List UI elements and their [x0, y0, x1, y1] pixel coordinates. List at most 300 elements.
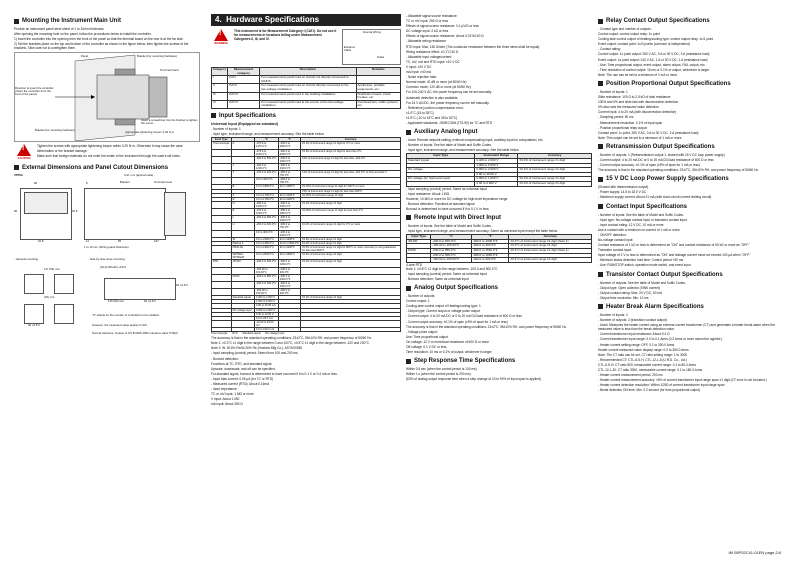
spec-line: - Input sampling (control) period: Same as universal input: [406, 186, 487, 191]
table-cell: 1.000 to 5.000 V: [475, 163, 518, 168]
table-cell: ±0.5% of instrument range ±1 digit for 800°C or more; Accuracy is not guaranteed for less than 800°C: [301, 245, 401, 252]
table-cell: ±0.15% of instrument range ±1 digit: [301, 193, 401, 197]
loop-heading: [598, 175, 783, 183]
loop-list: [598, 185, 783, 199]
spec-line: For 24 V AC/DC, the power frequency can be set manually.: [406, 100, 490, 105]
spec-line: - Output type: Open collector (SINK current): [598, 285, 661, 290]
caution-text1: Tighten the screws with appropriate tightening torque within 0.29 N·m. Otherwise it may cause the case deformation or the bracket damage.: [37, 144, 183, 153]
warning-label: WARNING: [214, 41, 228, 45]
table-cell: -200.0 to 500.0°C: [431, 253, 471, 258]
table-cell: ±0.1% of instrument range ±1 digit: [301, 241, 401, 245]
aux-title: Auxiliary Analog Input: [414, 129, 478, 136]
table-cell: -150.00 to 150.00°C: [254, 267, 278, 274]
table-cell: [301, 320, 401, 327]
label-torque: Appropriate tightening torque: 0.29 N·m: [125, 130, 175, 135]
table-cell: 32.0 to 2500.0°F: [279, 241, 299, 245]
spec-line: Control output: 1: [406, 299, 430, 304]
spec-line: - Number of outputs: 1 (Retransmission output 1, shared with 15 V DC loop power supply): [598, 152, 725, 157]
num-inputs: - Number of inputs: 1: [211, 127, 241, 132]
signal-source-list: [406, 14, 592, 125]
relay-title: Relay Contact Output Specifications: [606, 18, 710, 24]
table-cell: -450.0 to 2500.0°F: [278, 142, 300, 149]
table-row: [212, 267, 401, 274]
group-dc: DC voltage input: [265, 332, 285, 336]
relay-heading: [598, 17, 783, 25]
table-cell: -200.0 to 1200.0°C: [254, 163, 278, 170]
table-row: [212, 178, 401, 185]
mounting-intro2: After opening the mounting hole on the panel, follow the procedures below to install the controller.: [14, 32, 152, 37]
contact-heading: [598, 203, 783, 211]
cut-dim-1: 117 (53) min.: [44, 266, 61, 271]
table-cell: ±1% of instrument range ±1 digit for less than -200.0°C of thermocouple T: [301, 171, 401, 178]
spec-line: - Output contact rating: Max. 24 V DC, 50 mA: [598, 290, 663, 295]
cut-dim-3: 92 +0.8 0: [28, 322, 40, 327]
n-note: "N" stands for the number of controllers to be installed.: [92, 312, 160, 317]
table-row: [212, 281, 401, 288]
warning-icon: ! WARNING: [211, 29, 231, 45]
caution-text2: Make sure that foreign materials do not enter the inside of the instrument through the case's slit holes.: [37, 153, 181, 158]
spec-line: (63% of analog output response time when a step change of 10 to 90% of input span is applied): [406, 377, 541, 382]
spec-line: - Input sampling (control) period: Same as universal input: [406, 271, 487, 276]
terminal-cover-shape: [164, 192, 186, 236]
table-row: [212, 274, 401, 281]
spec-line: Cooling-side control output of Heating/cooling type: 1: [406, 304, 481, 309]
table-cell: [278, 320, 300, 327]
bullet-square-icon: [406, 359, 411, 364]
pp-list: [598, 90, 783, 140]
mounting-heading: [14, 17, 200, 25]
caution-block: [14, 144, 200, 160]
table-row: [212, 260, 401, 267]
table-cell: [231, 149, 254, 156]
table-cell: -300.0 to 1560.0°F: [471, 248, 509, 253]
dim-inner-height: 91.8: [72, 208, 78, 213]
heater-list: [598, 313, 783, 393]
spec-line: - Heater current detection resolution: Within 1/250 of current transformer input range span: [598, 383, 725, 388]
universal-input-body: [212, 142, 401, 332]
cut-dim-5: 145 (53) min.: [108, 298, 125, 303]
spec-line: - Recommended CT: CTL-6-S-H, CTL-12-L-8 (U.R.D. Co., Ltd.): [598, 357, 688, 362]
category-figure: [342, 29, 401, 65]
table-cell: -270.0 to 400.0°C: [254, 171, 278, 178]
table-cell-group: [212, 223, 232, 230]
table-cell-group: [212, 253, 232, 260]
spec-line: Use: Time proportional output: [406, 334, 448, 339]
burnout4: For standard signal, burnout is determined to have occurred if it is 0.1 V or 0.4 mA or less.: [211, 371, 338, 376]
group-rtd: RTD: [232, 332, 238, 336]
meas-current: - Measured current (RTD): About 0.16mA: [211, 382, 270, 387]
spec-line: - Maximum supply current: About 21 mA (with short-circuit current limiting circuit): [598, 195, 712, 200]
table-cell: ±0.1% of instrument range ±1 digit for 0°C or more: [301, 223, 401, 230]
front-display: [24, 192, 68, 214]
spec-line: - Current output accuracy: ±0.1% of span (±5% of span for 1 mA or less): [406, 319, 508, 324]
table-cell: N: [231, 201, 254, 208]
table-cell: 0.00 to 10.00 V: [475, 172, 518, 177]
step-title: Step Response Time Specifications: [414, 358, 516, 365]
table-cell: CAT.I: [228, 76, 260, 84]
trans-heading: [598, 143, 783, 151]
trc-list: [598, 281, 783, 300]
table-cell: -300.0 to 1600.0°F: [278, 216, 300, 223]
spec-line: - Use: Time proportional output, event output, alarm output, FAIL output, etc.: [598, 62, 706, 67]
table-cell: Platinel 2: [231, 241, 254, 245]
spec-line: - ON/OFF detection:: [598, 232, 627, 237]
table-cell: 0.0 to 100.0 mV: [254, 328, 278, 332]
spec-line: - Contact type and number of outputs:: [598, 27, 652, 31]
table-row: [212, 328, 401, 332]
uni-header-type: Input Type: [212, 138, 232, 142]
spec-line: Heater current measured value display range: 0.0 to 360.0 Arms: [598, 347, 689, 352]
table-cell: -270.0 to 1000.0°C: [254, 209, 278, 216]
table-cell: ±0.1% of instrument range ±1 digit: [301, 260, 401, 267]
spec-line: Within 1 s (when the control period is 200 ms): [406, 372, 471, 377]
table-row: [212, 171, 401, 178]
table-cell: 32 to 3300°F: [278, 185, 300, 189]
trans-list: [598, 153, 783, 172]
spec-line: Control output: control output relay: 1c point: [598, 32, 660, 37]
aux-heading: [406, 128, 592, 136]
remote-list: [406, 224, 592, 233]
label-direction: Direction to insert the controller (Insert the controller from the front of the panel): [15, 86, 54, 97]
table-cell: DC voltage (for high-level input): [407, 177, 475, 182]
dim-total-depth: 107: [154, 238, 159, 243]
spec-line: Common mode: 120 dB or more (at 50/60 Hz): [406, 85, 471, 90]
table-cell: -450.0 to 750.0°F: [278, 171, 300, 178]
table-cell: [231, 230, 254, 237]
spec-line: - Current output accuracy: ±0.1% of span (±5% of span for 1 mA or less): [598, 163, 700, 168]
spec-line: Use a contact with a minimum on-current of 1 mA or more.: [598, 227, 681, 232]
accuracy-note: The accuracy is that in the standard operating conditions: 23±2°C, 55±10% RH, and power frequency of 50/60 Hz.: [211, 336, 372, 341]
table-cell: 0.0 to 400.0°C: [254, 230, 278, 237]
spec-line: - Number of outputs: 2 (transistor contact output): [598, 318, 667, 323]
table-cell: 0.000 to 2.000 V: [475, 168, 518, 173]
table-cell: E: [231, 209, 254, 216]
table-cell: CAT.II: [228, 84, 260, 92]
table-row: [407, 181, 592, 186]
table-cell: 0.00 to 10.00 V: [254, 312, 278, 316]
caution-icon: ! CAUTION: [14, 144, 34, 160]
spec-line: For 100-240 V AC, the power frequency can be set manually.: [406, 90, 493, 95]
table-cell: -270.0 to 1370.0°C: [254, 142, 278, 149]
table-cell-group: [212, 245, 232, 252]
side-view: [84, 188, 166, 240]
spec-line: - Output time resolution: Min. 10 ms: [598, 295, 649, 300]
side-cutout: [104, 278, 176, 300]
table-cell: -200.0 to 300.0°F: [471, 258, 509, 263]
spec-line: - Position proportional relay output:: [598, 125, 648, 130]
bullet-square-icon: [598, 19, 603, 24]
group-tc: Thermocouple: [211, 332, 228, 336]
table-cell: -200.0 to 850.0°C: [431, 248, 471, 253]
cat-header-measurement: Measurement category: [228, 68, 260, 76]
table-cell: [231, 281, 254, 288]
spec-line: ±1.0°C (15 to 35°C): [406, 110, 434, 115]
table-cell: PR20-40: [231, 245, 254, 252]
table-cell: [231, 156, 254, 163]
spec-line: The accuracy is that in the standard operating conditions: 23±2°C, 55±10% RH, and power frequency of 50/60 Hz.: [406, 324, 567, 329]
spec-line: - Used: Remote setpoint setting, external compensating input, auxiliary input for computation, etc.: [406, 138, 544, 143]
table-cell: ±0.1% of instrument range ±1 digit: [518, 177, 592, 182]
uni-header-c: °C: [254, 138, 278, 142]
spec-line: - Current output: 4 to 20 mA DC or 0 to 20 mA DC/load resistance of 600 Ω or less: [598, 157, 714, 162]
dim-width: 96: [34, 180, 38, 185]
table-cell: -450.0 to 1800.0°F: [278, 209, 300, 216]
bias: - Input bias current: 0.05 μA (for TC or RTD): [211, 376, 274, 381]
rtd-header-accuracy: Accuracy: [509, 235, 592, 240]
aux-header-range: Instrument Range: [475, 154, 518, 159]
cutout-4: [54, 304, 74, 324]
spec-line: Transistor contact input:: [598, 248, 632, 253]
table-cell: R: [231, 197, 254, 201]
table-cell: -200.0 to 900.0°C: [254, 216, 278, 223]
spec-line: TC, mV, mA and RTD input: ±10 V DC: [406, 59, 460, 64]
aux-list: [406, 138, 592, 152]
table-cell: ±0.1% of instrument range ±1 digit: [518, 181, 592, 186]
table-cell: [301, 289, 401, 296]
table-cell: -300.0 to 1560.0°F: [278, 274, 300, 281]
rtd-table: [406, 234, 592, 263]
table-cell: [301, 328, 401, 332]
spec-line: - Output type: Current output or voltage pulse output: [406, 309, 480, 314]
spec-line: - Current transformer input resistance: About 9.4 Ω: [598, 332, 670, 337]
table-cell: -200.0 to 500.0°C: [254, 156, 278, 163]
table-cell: U: [231, 223, 254, 230]
spec-line: Note: The CT ratio can be set. CT ratio setting range: 1 to 3300: [598, 352, 688, 357]
caution-label: CAUTION: [17, 156, 31, 161]
table-cell: 0.0 to 1390.0°C: [254, 241, 278, 245]
table-cell: 0.0 to 20.0 mA: [254, 316, 278, 320]
table-row: [212, 216, 401, 223]
column-specs: [406, 14, 592, 383]
trans-title: Retransmission Output Specifications: [606, 143, 715, 150]
spec-line: No-voltage contact input:: [598, 238, 634, 242]
table-cell: B: [231, 185, 254, 189]
spec-line: - Applicable standards: JIS/IEC/DIN (ITS-90) for TC and RTD: [406, 120, 493, 125]
table-cell-group: RTD: [212, 260, 232, 267]
table-cell: 0.000 to 2.000 V: [254, 308, 278, 312]
table-cell: [301, 274, 401, 281]
spec-line: RTD input: Max. 150 Ω/wire (The conductor resistance between the three wires shall be equal).: [406, 44, 541, 49]
table-cell: -200.0 to 1000.0°F: [278, 156, 300, 163]
table-row: [212, 209, 401, 216]
cut-dim-6: 92 +0.8 0: [144, 298, 156, 303]
table-row: [212, 253, 401, 260]
spec-line: On-voltage: 12 V or more/load resistance of 600 Ω or more: [406, 339, 489, 344]
spec-line: - Input type: No-voltage contact input or transistor contact input: [598, 217, 687, 222]
mounting-figure: [14, 52, 200, 142]
pp-title: Position Proportional Output Specifications: [606, 80, 731, 87]
spec-line: - Allowable signal source resistance:: [406, 14, 458, 18]
rtd-group-label: 4-wire RTD: [406, 262, 423, 267]
uni-header-accuracy: Accuracy: [301, 138, 401, 142]
table-cell: [231, 289, 254, 296]
universal-input-title: Universal Input (Equipped as standard): [211, 121, 278, 126]
table-cell-group: [212, 201, 232, 208]
input-heading: [211, 112, 401, 120]
table-cell: 32 to 3400°F: [278, 245, 300, 252]
table-row: [212, 100, 401, 108]
cat-header-category: Category: [212, 68, 228, 76]
dims-figure: [14, 174, 200, 384]
table-cell: Appliances, portable equipments, etc.: [356, 84, 401, 92]
table-cell: 0.0 to 1700.0°C: [254, 197, 278, 201]
remote-title: Remote Input with Direct Input: [414, 214, 501, 221]
table-row: [212, 230, 401, 237]
bullet-square-icon: [598, 81, 603, 86]
table-cell-group: [212, 274, 232, 281]
table-cell: -150.00 to 150.00°C: [431, 244, 471, 249]
table-cell: -200.0 to 300.0°F: [471, 244, 509, 249]
spec-line: - Noise rejection ratio:: [406, 75, 438, 80]
input-type-note: - Input type, instrument range, and measurement accuracy: See the table below.: [211, 132, 325, 137]
contact-list: [598, 213, 783, 268]
table-row: [212, 289, 401, 296]
step-list: [406, 367, 592, 381]
table-cell: ±0.4°C of instrument range ±1 digit (Note 1): [509, 239, 592, 244]
dim-bezel: 8: [86, 180, 88, 185]
section-title: Hardware Specifications: [226, 14, 320, 24]
category-table: [211, 67, 401, 109]
table-cell: [231, 178, 254, 185]
table-cell: -300.0 to 1000.0°F: [278, 281, 300, 288]
table-cell: [301, 163, 401, 170]
note2: Note 2: W: W-5% Re/W-26% Re (Hoskins Mfg.Co.), ASTM E988: [211, 346, 302, 351]
spec-line: 0% also sets the measured value detection: [598, 105, 659, 110]
table-cell: [231, 320, 254, 327]
table-cell: ±0.2% of instrument range ±1 digit for less than 0°C: [301, 149, 401, 156]
spec-line: - Time resolution of control output: 10 ms or 0.1% of output, whichever is larger: [598, 67, 710, 72]
table-cell: -450.0 to 2300.0°F: [278, 149, 300, 156]
label-thickness: 1 to 10 mm (Wiring panel thickness): [84, 244, 129, 249]
table-cell: ±0.15% of instrument range ±1 digit for 400°C or more: [301, 185, 401, 189]
rtd-table-body: [407, 239, 592, 262]
table-cell: Distribution board, circuit breaker, etc.: [356, 92, 401, 100]
label-terminal-cover: Terminal cover: [154, 179, 173, 184]
cutout-2: [54, 274, 74, 294]
table-cell: 0.00 to 2.000 V: [475, 181, 518, 186]
table-cell: 32 to 4200°F: [278, 237, 300, 241]
table-cell: -200.0 to 500.0°C: [431, 239, 471, 244]
remote-heading: [406, 214, 592, 222]
table-cell-group: [212, 328, 232, 332]
spec-line: Effects of signal source resistance: About 0.01%/100 Ω: [406, 34, 484, 39]
spec-line: Cooling-side control output of heating/cooling type: control output relay: 1c/1 point: [598, 37, 714, 42]
table-cell: ±0.1% of instrument range ±1 digit for 0°C or more: [301, 142, 401, 149]
spec-line: Contact point: 1c point, 250 V AC, 3 A or 30 V DC, 3 A (resistance load): [598, 130, 699, 135]
table-cell: -300.0 to 1000.0°F: [278, 260, 300, 267]
spec-line: Input voltage of 2 V or less is determined as "ON" and leakage current must not exceed 100 μA when "OFF.": [598, 253, 751, 258]
spec-line: CTL-6-S-H: CT ratio 800, measurable current range: 0.1 to 80.0 Arms: [598, 362, 696, 367]
spec-line: Slide resistance: 100 Ω to 2.5 kΩ of total resistance: [598, 95, 671, 100]
table-cell: DC voltage input: [231, 308, 254, 312]
spec-line: - Number of inputs: 1: [598, 89, 628, 94]
bullet-square-icon: [211, 113, 216, 118]
spec-line: Burnout is determined to have occurred if it is 0.1 V or less.: [406, 206, 490, 211]
cat-fig-internal-wiring: Internal Wiring: [362, 30, 381, 34]
table-cell: ±5% of instrument range ±1 digit for less than 400°C: [301, 189, 401, 193]
table-cell: For measurements performed on circuits not directly connected to MAINS.: [260, 76, 356, 84]
input-title: Input Specifications: [219, 112, 277, 119]
table-cell: 0.0 to 1800.0°C: [254, 185, 278, 189]
table-cell-group: [212, 216, 232, 223]
table-cell: -200.0 to 400.0°C: [254, 223, 278, 230]
table-cell-group: [212, 230, 232, 237]
bullet-square-icon: [14, 165, 19, 170]
ext-dims-heading: [14, 164, 200, 172]
table-cell: 0.0 to 2000.0°C: [254, 253, 278, 260]
table-cell: 0.0 to 1700.0°C: [254, 193, 278, 197]
table-cell: Pt100: [231, 274, 254, 281]
table-row: [212, 245, 401, 252]
table-cell: For measurements performed in the building installation.: [260, 92, 356, 100]
cat-fig-entrance-cable: Entrance Cable: [343, 45, 356, 52]
spec-line: Note: This output can be set to a minimum of 1 mA or more.: [598, 135, 683, 140]
analog-heading: [406, 284, 592, 292]
spec-line: V input: ±20 V DC: [406, 64, 432, 69]
spec-line: Off-voltage: 0.1 V DC or less: [406, 345, 447, 350]
mounting-step1: 1) Insert the controller into the opening from the front of the panel so that the terminal board on the rear is at the far side.: [14, 37, 184, 42]
table-cell: [278, 328, 300, 332]
table-cell: For measurements performed on circuits directly connected to the low-voltage installation.: [260, 84, 356, 92]
table-cell: -300.0 to 750.0°F: [278, 223, 300, 230]
spec-line: - Power supply: 14.5 to 18.0 V DC: [598, 190, 647, 195]
table-cell: K: [231, 142, 254, 149]
rtd-header-c: °C: [431, 235, 471, 240]
table-row: [212, 163, 401, 170]
table-cell: 4.00 to 20.00 mA: [254, 304, 278, 308]
impedance3: mA input: About 250 Ω: [211, 402, 243, 407]
table-cell: IV: [212, 100, 228, 108]
table-cell: CAT.III: [228, 92, 260, 100]
table-cell: ±0.1% of instrument range ±1 digit: [518, 158, 592, 163]
table-cell: 1.000 to 5.000 V: [254, 300, 278, 304]
table-cell: J: [231, 163, 254, 170]
spec-line: - Reference junction compensation error:: [406, 105, 464, 110]
table-cell: -300.0 to 1000.0°F: [471, 239, 509, 244]
spec-line: - Input type, instrument range, and measurement accuracy: See the table below.: [406, 148, 520, 153]
table-cell-group: [212, 209, 232, 216]
unit-label: Unit: mm (approximate): [124, 172, 154, 177]
spec-line: Within 0.5 sec (when the control period is 100 ms): [406, 367, 477, 372]
spec-line: - Break detection ON time: Min. 0.2 second (for time proportional output): [598, 388, 701, 393]
aux-table: [406, 153, 592, 186]
mounting-intro: Provide an instrument panel steel sheet of 1 to 10mm thickness.: [14, 27, 105, 31]
rtd-header-type: Input Type: [407, 235, 431, 240]
label-bracket-bottom: Bracket (for mounting hardware): [35, 128, 76, 133]
spec-line: - Used: Measures the heater current using an external current transformer (CT) and generates a heater break alarm when the measured value is less than the break detection value.: [598, 323, 775, 332]
table-cell: 32 to 3600°F: [278, 253, 300, 260]
table-cell: -200.0 to 300.0°F: [278, 267, 300, 274]
spec-line: - Minimum status detection hold time: Control period +50 ms: [598, 258, 684, 263]
table-cell: ±2% of instrument range ±1 digit for less than -200.0°C: [301, 156, 401, 163]
table-cell: [301, 178, 401, 185]
bullet-square-icon: [406, 130, 411, 135]
aux-table-body: [407, 158, 592, 186]
table-cell: Standard signal: [231, 296, 254, 300]
table-cell: For measurements performed at the source of the low-voltage installation.: [260, 100, 356, 108]
table-cell: -200.0 to 300.0°F: [278, 289, 300, 296]
table-cell: [231, 267, 254, 274]
table-cell-group: [212, 178, 232, 185]
table-cell: [407, 258, 431, 263]
group-std: Standard signal: [242, 332, 261, 336]
table-cell: [407, 181, 475, 186]
warning-block: [211, 29, 401, 65]
spec-line: - Number of inputs: See the table of Model and Suffix Codes.: [406, 223, 492, 228]
spec-line: However, 10 MΩ or more for DC voltage for high-level impedance range: [406, 196, 508, 201]
ext-dims-title: External Dimensions and Panel Cutout Dimensions: [22, 164, 169, 171]
spec-line: - Number of inputs: See the table of Model and Suffix Codes.: [598, 212, 684, 217]
